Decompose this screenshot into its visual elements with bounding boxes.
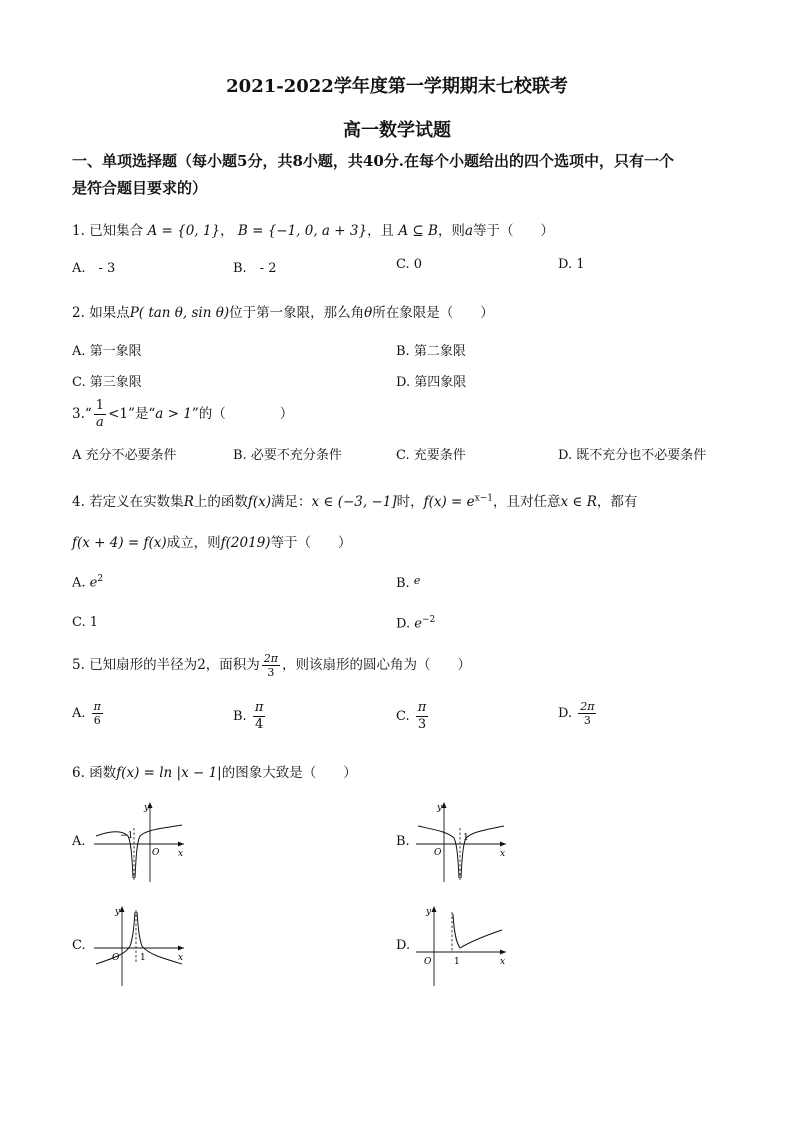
q4-opt-d-base: e [414,616,422,632]
q4-opt-d-label: D. [396,616,411,632]
q2-number: 2. [72,305,85,321]
q1-pre: 已知集合 [89,223,144,239]
q5-option-a[interactable] [72,700,105,727]
q5-mid: ，面积为 [205,657,260,673]
section-heading-line2: 是符合题目要求的） [72,179,208,197]
q2-tail: 所在象限是（ ） [372,305,494,321]
q5-opt-d-den: 3 [583,714,591,727]
q4-opt-b-label: B. [396,576,410,591]
q4-opt-d-exp: −2 [421,615,436,625]
q3-tail: ”的（ ） [191,406,294,422]
q1-number: 1. [72,223,85,239]
q5-opt-d-num: 2π [580,700,595,713]
question-2 [72,301,494,321]
q6-option-d-label[interactable]: D. [396,938,411,953]
q1-option-b[interactable]: B. - 2 [233,261,277,276]
question-1 [72,219,554,239]
q6-a-tick: −1 [120,831,134,841]
q4-f2019: f(2019) [220,535,271,551]
q6-option-c-label[interactable]: C. [72,938,86,953]
q5-opt-c-num: π [417,700,427,715]
q6-d-x-label: x [500,957,506,967]
q4-option-d[interactable] [396,615,435,631]
q5-tail: ，则该扇形的圆心角为（ ） [282,657,472,673]
q5-opt-a-frac [92,700,103,727]
q1-option-a[interactable]: A. - 3 [72,261,116,276]
question-3 [72,398,293,431]
q4-option-a[interactable] [72,574,103,590]
q6-b-tick: 1 [463,833,469,843]
exam-subtitle: 高一数学试题 [343,120,451,141]
q3-fraction [94,398,106,431]
q1-var: a [464,223,473,239]
q1-end: ，则 [437,223,465,239]
q6-c-y-label: y [115,907,121,917]
q4-mid4: ，且对任意 [493,494,561,510]
q4-exp: x−1 [474,493,493,504]
q4-option-c[interactable]: C. 1 [72,615,99,630]
q1-sep: ， [220,223,234,239]
q6-c-x-label: x [178,953,184,963]
q6-b-x-label: x [500,849,506,859]
q6-d-tick: 1 [454,957,460,967]
q6-d-y-label: y [426,907,432,917]
q4-line2-tail: 等于（ ） [270,535,352,551]
q4-eq: f(x + 4) = f(x) [72,535,167,551]
q6-graph-c[interactable] [92,902,188,990]
q4-line2-mid: 成立，则 [166,535,221,551]
q4-number: 4. [72,494,85,510]
q3-frac-num: 1 [95,398,105,413]
q6-a-x-label: x [178,849,184,859]
q5-opt-c-den: 3 [417,717,427,732]
q2-option-a[interactable]: A. 第一象限 [72,344,142,359]
q4-r: R [183,494,194,510]
q5-number: 5. [72,657,85,673]
q3-option-d[interactable]: D. 既不充分也不必要条件 [558,448,707,463]
exam-title: 2021-2022学年度第一学期期末七校联考 [226,76,568,97]
q4-opt-a-base: e [89,575,98,591]
q6-option-a-label[interactable]: A. [72,834,86,849]
question-5 [72,652,471,679]
q2-pre: 如果点 [89,305,130,321]
q3-number: 3. [72,406,85,422]
q5-area-num: 2π [263,652,279,665]
q6-a-y-label: y [144,803,150,813]
q4-mid3: 时， [396,494,424,510]
q3-frac-den: a [96,415,104,430]
q6-c-origin: O [112,953,120,963]
q6-a-origin: O [152,848,160,858]
q1-subset: A ⊆ B [398,223,438,239]
q5-opt-a-num: π [93,700,101,713]
q5-opt-c-label: C. [396,709,410,724]
q6-d-origin: O [424,957,432,967]
q2-mid: 位于第一象限，那么角 [229,305,365,321]
q3-open-quote: “ [84,406,92,422]
question-6 [72,761,357,781]
q4-pre: 若定义在实数集 [89,494,184,510]
q4-mid2: 满足： [271,494,312,510]
section-heading-line1: 一、单项选择题（每小题5分，共8小题，共40分.在每个小题给出的四个选项中，只有一个 [72,152,674,170]
q5-r: 2 [197,657,206,673]
q3-cond2: a > 1 [155,406,192,422]
q5-opt-b-frac [253,700,266,733]
q4-mid: 上的函数 [193,494,248,510]
q1-set-a: A = {0, 1} [147,223,221,239]
q2-theta: θ [364,305,373,321]
q5-opt-c-frac [416,700,429,733]
q5-option-c[interactable] [396,700,430,733]
q6-graph-b[interactable] [414,798,510,886]
q6-graph-d[interactable] [414,902,510,990]
q6-b-origin: O [434,848,442,858]
q4-fdef: f(x) = e [423,494,475,510]
q4-opt-a-exp: 2 [97,574,104,584]
q6-func: f(x) = ln |x − 1| [116,765,222,781]
q2-option-c[interactable]: C. 第三象限 [72,375,142,390]
q5-option-b[interactable] [233,700,267,733]
q6-number: 6. [72,765,85,781]
q4-fx: f(x) [247,494,272,510]
q5-opt-d-frac [578,700,596,727]
q4-x-in-r: x ∈ R [560,494,597,510]
q3-option-c[interactable]: C. 充要条件 [396,448,466,463]
q5-opt-d-label: D. [558,706,573,721]
q6-c-tick: 1 [140,953,146,963]
q3-option-b[interactable]: B. 必要不充分条件 [233,448,342,463]
q5-opt-a-label: A. [72,706,86,721]
question-4-line2 [72,531,352,551]
q3-option-a[interactable]: A 充分不必要条件 [72,448,177,463]
question-4-line1 [72,490,637,510]
q4-domain: x ∈ (−3, −1] [311,494,397,510]
q1-option-d[interactable]: D. 1 [558,257,585,272]
q4-opt-a-label: A. [72,575,86,591]
q5-opt-b-num: π [254,700,264,715]
q1-tail: 等于（ ） [473,223,554,239]
q2-point: P( tan θ, sin θ) [129,305,230,321]
q1-option-c[interactable]: C. 0 [396,257,423,272]
q4-end: ，都有 [596,494,638,510]
q1-mid: ，且 [367,223,395,239]
q4-opt-b-val: e [413,574,421,587]
q5-option-d[interactable] [558,700,598,727]
q4-option-b[interactable] [396,574,420,591]
q5-pre: 已知扇形的半径为 [89,657,198,673]
q5-opt-a-den: 6 [93,714,101,727]
q1-set-b: B = {−1, 0, a + 3} [237,223,368,239]
q2-option-d[interactable]: D. 第四象限 [396,375,467,390]
q3-cond1-tail: <1”是“ [108,406,156,422]
q5-area-den: 3 [267,666,275,679]
section-heading [72,148,732,202]
q5-opt-b-den: 4 [254,717,264,732]
q2-option-b[interactable]: B. 第二象限 [396,344,466,359]
q5-opt-b-label: B. [233,709,247,724]
q6-option-b-label[interactable]: B. [396,834,410,849]
q6-tail: 的图象大致是（ ） [221,765,357,781]
q6-pre: 函数 [89,765,117,781]
q5-area-fraction [262,652,280,679]
q6-graph-a[interactable] [92,798,188,886]
q6-b-y-label: y [437,803,443,813]
